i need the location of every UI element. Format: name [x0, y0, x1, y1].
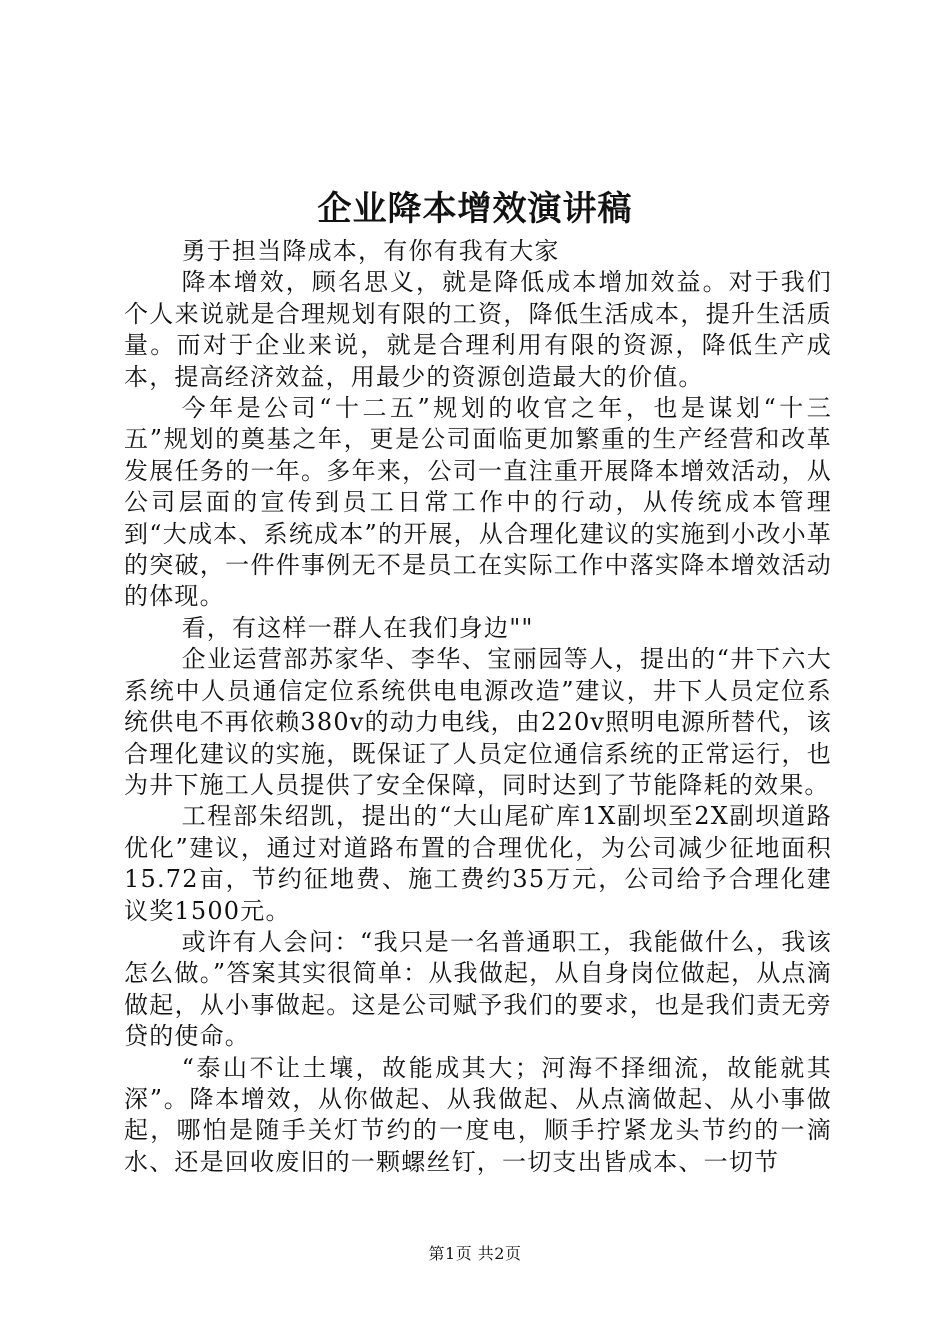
document-title: 企业降本增效演讲稿	[317, 189, 633, 229]
paragraph: 今年是公司“十二五”规划的收官之年，也是谋划“十三五”规划的奠基之年，更是公司面临更加繁重的生产经营和改革发展任务的一年。多年来，公司一直注重开展降本增效活动，从公司层面的宣传到员工日常工作中的行动，从传统成本管理到“大成本、系统成本”的开展，从合理化建议的实施到小改小革的突破，一件件事例无不是员工在实际工作中落实降本增效活动的体现。	[124, 394, 832, 611]
paragraph-subtitle: 勇于担当降成本，有你有我有大家	[181, 237, 560, 265]
paragraph: “泰山不让土壤，故能成其大；河海不择细流，故能就其深”。降本增效，从你做起、从我做起、从点滴做起、从小事做起，哪怕是随手关灯节约的一度电，顺手拧紧龙头节约的一滴水、还是回收废旧的一颗螺丝钉，一切支出皆成本、一切节	[124, 1053, 832, 1176]
paragraph: 企业运营部苏家华、李华、宝丽园等人，提出的“井下六大系统中人员通信定位系统供电电源改造”建议，井下人员定位系统供电不再依赖380v的动力电线，由220v照明电源所替代，该合理化建议的实施，既保证了人员定位通信系统的正常运行，也为井下施工人员提供了安全保障，同时达到了节能降耗的效果。	[124, 645, 832, 799]
page-footer: 第1页 共2页	[428, 1244, 522, 1263]
document-body	[124, 236, 832, 1178]
paragraph: 工程部朱绍凯，提出的“大山尾矿库1X副坝至2X副坝道路优化”建议，通过对道路布置的合理优化，为公司减少征地面积15.72亩，节约征地费、施工费约35万元，公司给予合理化建议奖1500元。	[124, 802, 832, 925]
paragraph: 看，有这样一群人在我们身边""	[181, 613, 534, 642]
paragraph: 降本增效，顾名思义，就是降低成本增加效益。对于我们个人来说就是合理规划有限的工资，降低生活成本，提升生活质量。而对于企业来说，就是合理利用有限的资源，降低生产成本，提高经济效益，用最少的资源创造最大的价值。	[124, 268, 832, 391]
paragraph: 或许有人会问：“我只是一名普通职工，我能做什么，我该怎么做。”答案其实很简单：从我做起，从自身岗位做起，从点滴做起，从小事做起。这是公司赋予我们的要求，也是我们责无旁贷的使命。	[124, 927, 832, 1051]
